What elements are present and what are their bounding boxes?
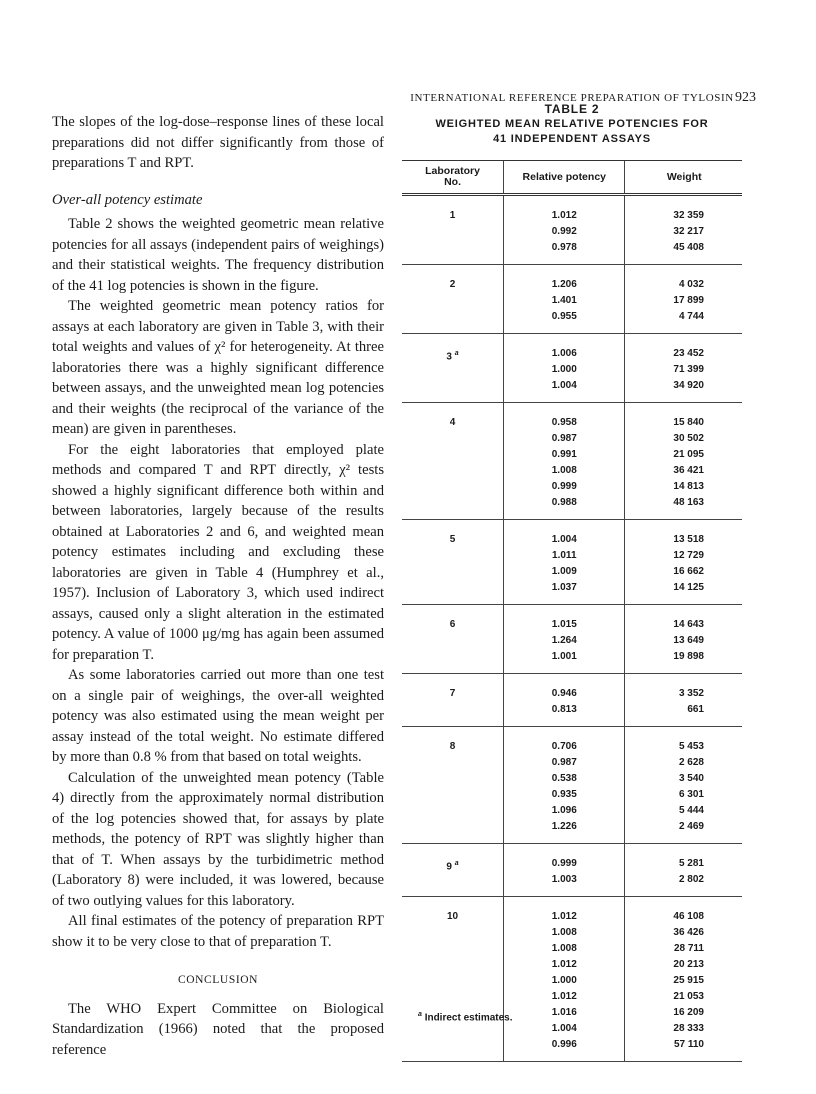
potency-value: 0.987: [551, 433, 577, 444]
running-title: INTERNATIONAL REFERENCE PREPARATION OF TYLOSIN: [410, 92, 734, 104]
potency-value: 0.935: [551, 789, 577, 800]
table-row: [402, 520, 742, 605]
weight-value: 3 352: [678, 688, 704, 699]
lab-number: 2: [449, 279, 456, 290]
weight-value: 25 915: [673, 975, 704, 986]
potency-value: 0.996: [551, 1039, 577, 1050]
potency-value: 1.000: [551, 364, 577, 375]
potency-value: 1.008: [551, 943, 577, 954]
paragraph: The slopes of the log-dose–response lines of these local preparations did not differ significantly from those of preparations T and RPT.: [52, 114, 384, 171]
weight-value: 21 095: [673, 449, 704, 460]
potency-value: 1.001: [551, 651, 577, 662]
weight-value: 20 213: [673, 959, 704, 970]
weight-cell: [625, 334, 742, 403]
table-title: 41 INDEPENDENT ASSAYS: [493, 133, 651, 145]
weight-value: 4 032: [678, 279, 704, 290]
table-row: [402, 265, 742, 334]
lab-number: 1: [449, 210, 456, 221]
potency-value: 1.096: [551, 805, 577, 816]
potency-value: 0.991: [551, 449, 577, 460]
potency-value: 0.999: [551, 481, 577, 492]
table-title: WEIGHTED MEAN RELATIVE POTENCIES FOR: [435, 118, 709, 130]
header-text: Laboratory: [425, 165, 480, 177]
potency-value: 1.012: [551, 991, 577, 1002]
footnote-mark: a: [418, 1011, 422, 1018]
weight-cell: [625, 844, 742, 897]
weight-value: 14 813: [673, 481, 704, 492]
weight-value: 15 840: [673, 417, 704, 428]
potency-value: 0.706: [551, 741, 577, 752]
paragraph: The weighted geometric mean potency ratios for assays at each laboratory are given in Table 3, with their total weights and values of χ² for heterogeneity. At three laboratories there was a highly significant difference between assays, and the unweighted mean log potencies and their weights (the reciprocal of the variance of the mean) are given in parentheses.: [52, 298, 384, 437]
potency-value: 0.978: [551, 242, 577, 253]
weight-cell: [625, 195, 742, 265]
potency-cell: [504, 605, 625, 674]
potency-value: 0.538: [551, 773, 577, 784]
potency-value: 0.955: [551, 311, 577, 322]
lab-number: 10: [446, 911, 459, 922]
lab-number-cell: [402, 520, 504, 605]
column-header-potency: Relative potency: [504, 161, 625, 195]
weight-value: 71 399: [673, 364, 704, 375]
lab-number: 6: [449, 619, 456, 630]
potency-value: 1.037: [551, 582, 577, 593]
page-number: 923: [735, 90, 756, 105]
lab-number: 7: [449, 688, 456, 699]
lab-number: 4: [449, 417, 456, 428]
table-row: [402, 334, 742, 403]
weight-value: 34 920: [673, 380, 704, 391]
weight-value: 661: [687, 704, 704, 715]
lab-number: 8: [449, 741, 456, 752]
potency-value: 1.008: [551, 927, 577, 938]
weight-value: 17 899: [673, 295, 704, 306]
potency-value: 1.012: [551, 911, 577, 922]
weight-value: 32 217: [673, 226, 704, 237]
weight-value: 6 301: [678, 789, 704, 800]
weight-value: 2 628: [678, 757, 704, 768]
potency-value: 0.946: [551, 688, 577, 699]
potency-cell: [504, 897, 625, 1062]
weight-value: 30 502: [673, 433, 704, 444]
lab-number-cell: [402, 265, 504, 334]
potency-value: 1.008: [551, 465, 577, 476]
potency-cell: [504, 727, 625, 844]
weight-value: 28 711: [673, 943, 704, 954]
weight-cell: [625, 897, 742, 1062]
weight-value: 46 108: [673, 911, 704, 922]
table-row: [402, 605, 742, 674]
table-row: [402, 897, 742, 1062]
potency-value: 1.012: [551, 210, 577, 221]
lab-number: 5: [449, 534, 456, 545]
weight-cell: [625, 520, 742, 605]
lab-number-cell: [402, 897, 504, 1062]
potency-value: 1.003: [551, 874, 577, 885]
footnote-mark: a: [454, 350, 459, 357]
footnote-text: Indirect estimates.: [424, 1012, 513, 1024]
weight-value: 3 540: [678, 773, 704, 784]
potency-value: 1.011: [552, 550, 577, 561]
footnote-mark: a: [454, 860, 459, 867]
potency-value: 1.004: [551, 380, 577, 391]
paragraph: For the eight laboratories that employed plate methods and compared T and RPT directly, χ² tests showed a highly significant difference both within and between laboratories, largely because of the results obtained at Laboratories 2 and 6, and weighted mean potency estimates including and excluding these laboratories are given in Table 4 (Humphrey et al., 1957). Inclusion of Laboratory 3, which used indirect assays, caused only a slight alteration in the estimated potency. A value of 1000 μg/mg has again been assumed for preparation T.: [52, 441, 384, 663]
potency-table: [402, 160, 742, 1062]
weight-value: 48 163: [673, 497, 704, 508]
lab-number-cell: [402, 403, 504, 520]
weight-value: 2 469: [678, 821, 704, 832]
weight-cell: [625, 605, 742, 674]
weight-value: 13 649: [673, 635, 704, 646]
potency-value: 1.264: [551, 635, 577, 646]
weight-value: 4 744: [678, 311, 704, 322]
lab-number-cell: [402, 674, 504, 727]
column-header-lab: [402, 161, 504, 195]
table-row: [402, 195, 742, 265]
potency-cell: [504, 674, 625, 727]
potency-cell: [504, 195, 625, 265]
lab-number-cell: [402, 605, 504, 674]
potency-value: 1.016: [551, 1007, 577, 1018]
weight-value: 14 643: [673, 619, 704, 630]
table-row: [402, 844, 742, 897]
potency-value: 1.009: [551, 566, 577, 577]
weight-value: 12 729: [673, 550, 704, 561]
weight-value: 5 453: [678, 741, 704, 752]
weight-value: 57 110: [673, 1039, 704, 1050]
section-heading: Over-all potency estimate: [52, 191, 203, 208]
potency-cell: [504, 334, 625, 403]
potency-value: 1.004: [551, 1023, 577, 1034]
weight-value: 36 426: [673, 927, 704, 938]
table-caption: [402, 102, 742, 147]
table-row: [402, 674, 742, 727]
weight-value: 23 452: [673, 348, 704, 359]
potency-value: 1.206: [551, 279, 577, 290]
potency-cell: [504, 520, 625, 605]
table-footnote: [418, 1011, 513, 1023]
potency-value: 1.004: [551, 534, 577, 545]
table-label: TABLE 2: [544, 102, 600, 116]
potency-value: 1.226: [551, 821, 577, 832]
weight-value: 5 444: [678, 805, 704, 816]
table-row: [402, 403, 742, 520]
weight-value: 5 281: [678, 858, 704, 869]
potency-value: 0.958: [551, 417, 577, 428]
potency-cell: [504, 265, 625, 334]
potency-value: 0.992: [551, 226, 577, 237]
lab-number: 3: [446, 351, 452, 363]
body-text-column: [52, 112, 384, 1060]
paragraph: All final estimates of the potency of preparation RPT show it to be very close to that of preparation T.: [52, 913, 384, 950]
potency-value: 0.813: [551, 704, 577, 715]
paragraph: Table 2 shows the weighted geometric mean relative potencies for all assays (independent pairs of weighings) and their statistical weights. The frequency distribution of the 41 log potencies is shown in the figure.: [52, 216, 384, 294]
potency-cell: [504, 844, 625, 897]
paragraph: The WHO Expert Committee on Biological Standardization (1966) noted that the proposed reference: [52, 1000, 384, 1058]
weight-value: 2 802: [678, 874, 704, 885]
weight-cell: [625, 727, 742, 844]
weight-cell: [625, 265, 742, 334]
paragraph: As some laboratories carried out more than one test on a single pair of weighings, the over-all weighted potency was also estimated using the mean weight per assay instead of the total weight. No estimate differed by more than 0.8 % from that based on total weights.: [52, 667, 384, 765]
potency-value: 1.015: [551, 619, 577, 630]
weight-value: 45 408: [673, 242, 704, 253]
weight-cell: [625, 403, 742, 520]
weight-value: 14 125: [673, 582, 704, 593]
lab-number-cell: [402, 844, 504, 897]
lab-number-cell: [402, 195, 504, 265]
weight-value: 36 421: [673, 465, 704, 476]
header-text: No.: [444, 176, 461, 188]
potency-value: 0.999: [551, 858, 577, 869]
weight-value: 21 053: [673, 991, 704, 1002]
potency-value: 1.006: [551, 348, 577, 359]
weight-value: 13 518: [673, 534, 704, 545]
weight-value: 32 359: [673, 210, 704, 221]
potency-value: 1.012: [551, 959, 577, 970]
section-heading: CONCLUSION: [177, 974, 259, 986]
lab-number-cell: [402, 727, 504, 844]
table-row: [402, 727, 742, 844]
potency-value: 1.401: [551, 295, 577, 306]
potency-value: 0.988: [551, 497, 577, 508]
potency-value: 0.987: [551, 757, 577, 768]
weight-value: 19 898: [673, 651, 704, 662]
column-header-weight: Weight: [625, 161, 742, 195]
weight-cell: [625, 674, 742, 727]
lab-number-cell: [402, 334, 504, 403]
potency-value: 1.000: [551, 975, 577, 986]
potency-cell: [504, 403, 625, 520]
lab-number: 9: [446, 861, 452, 873]
paragraph: Calculation of the unweighted mean potency (Table 4) directly from the approximately normal distribution of the log potencies showed that, for assays by plate methods, the potency of RPT was slightly higher than that of T. When assays by the turbidimetric method (Laboratory 8) were included, it was lowered, because of two outlying values for this laboratory.: [52, 769, 384, 909]
weight-value: 16 662: [673, 566, 704, 577]
weight-value: 28 333: [673, 1023, 704, 1034]
weight-value: 16 209: [673, 1007, 704, 1018]
